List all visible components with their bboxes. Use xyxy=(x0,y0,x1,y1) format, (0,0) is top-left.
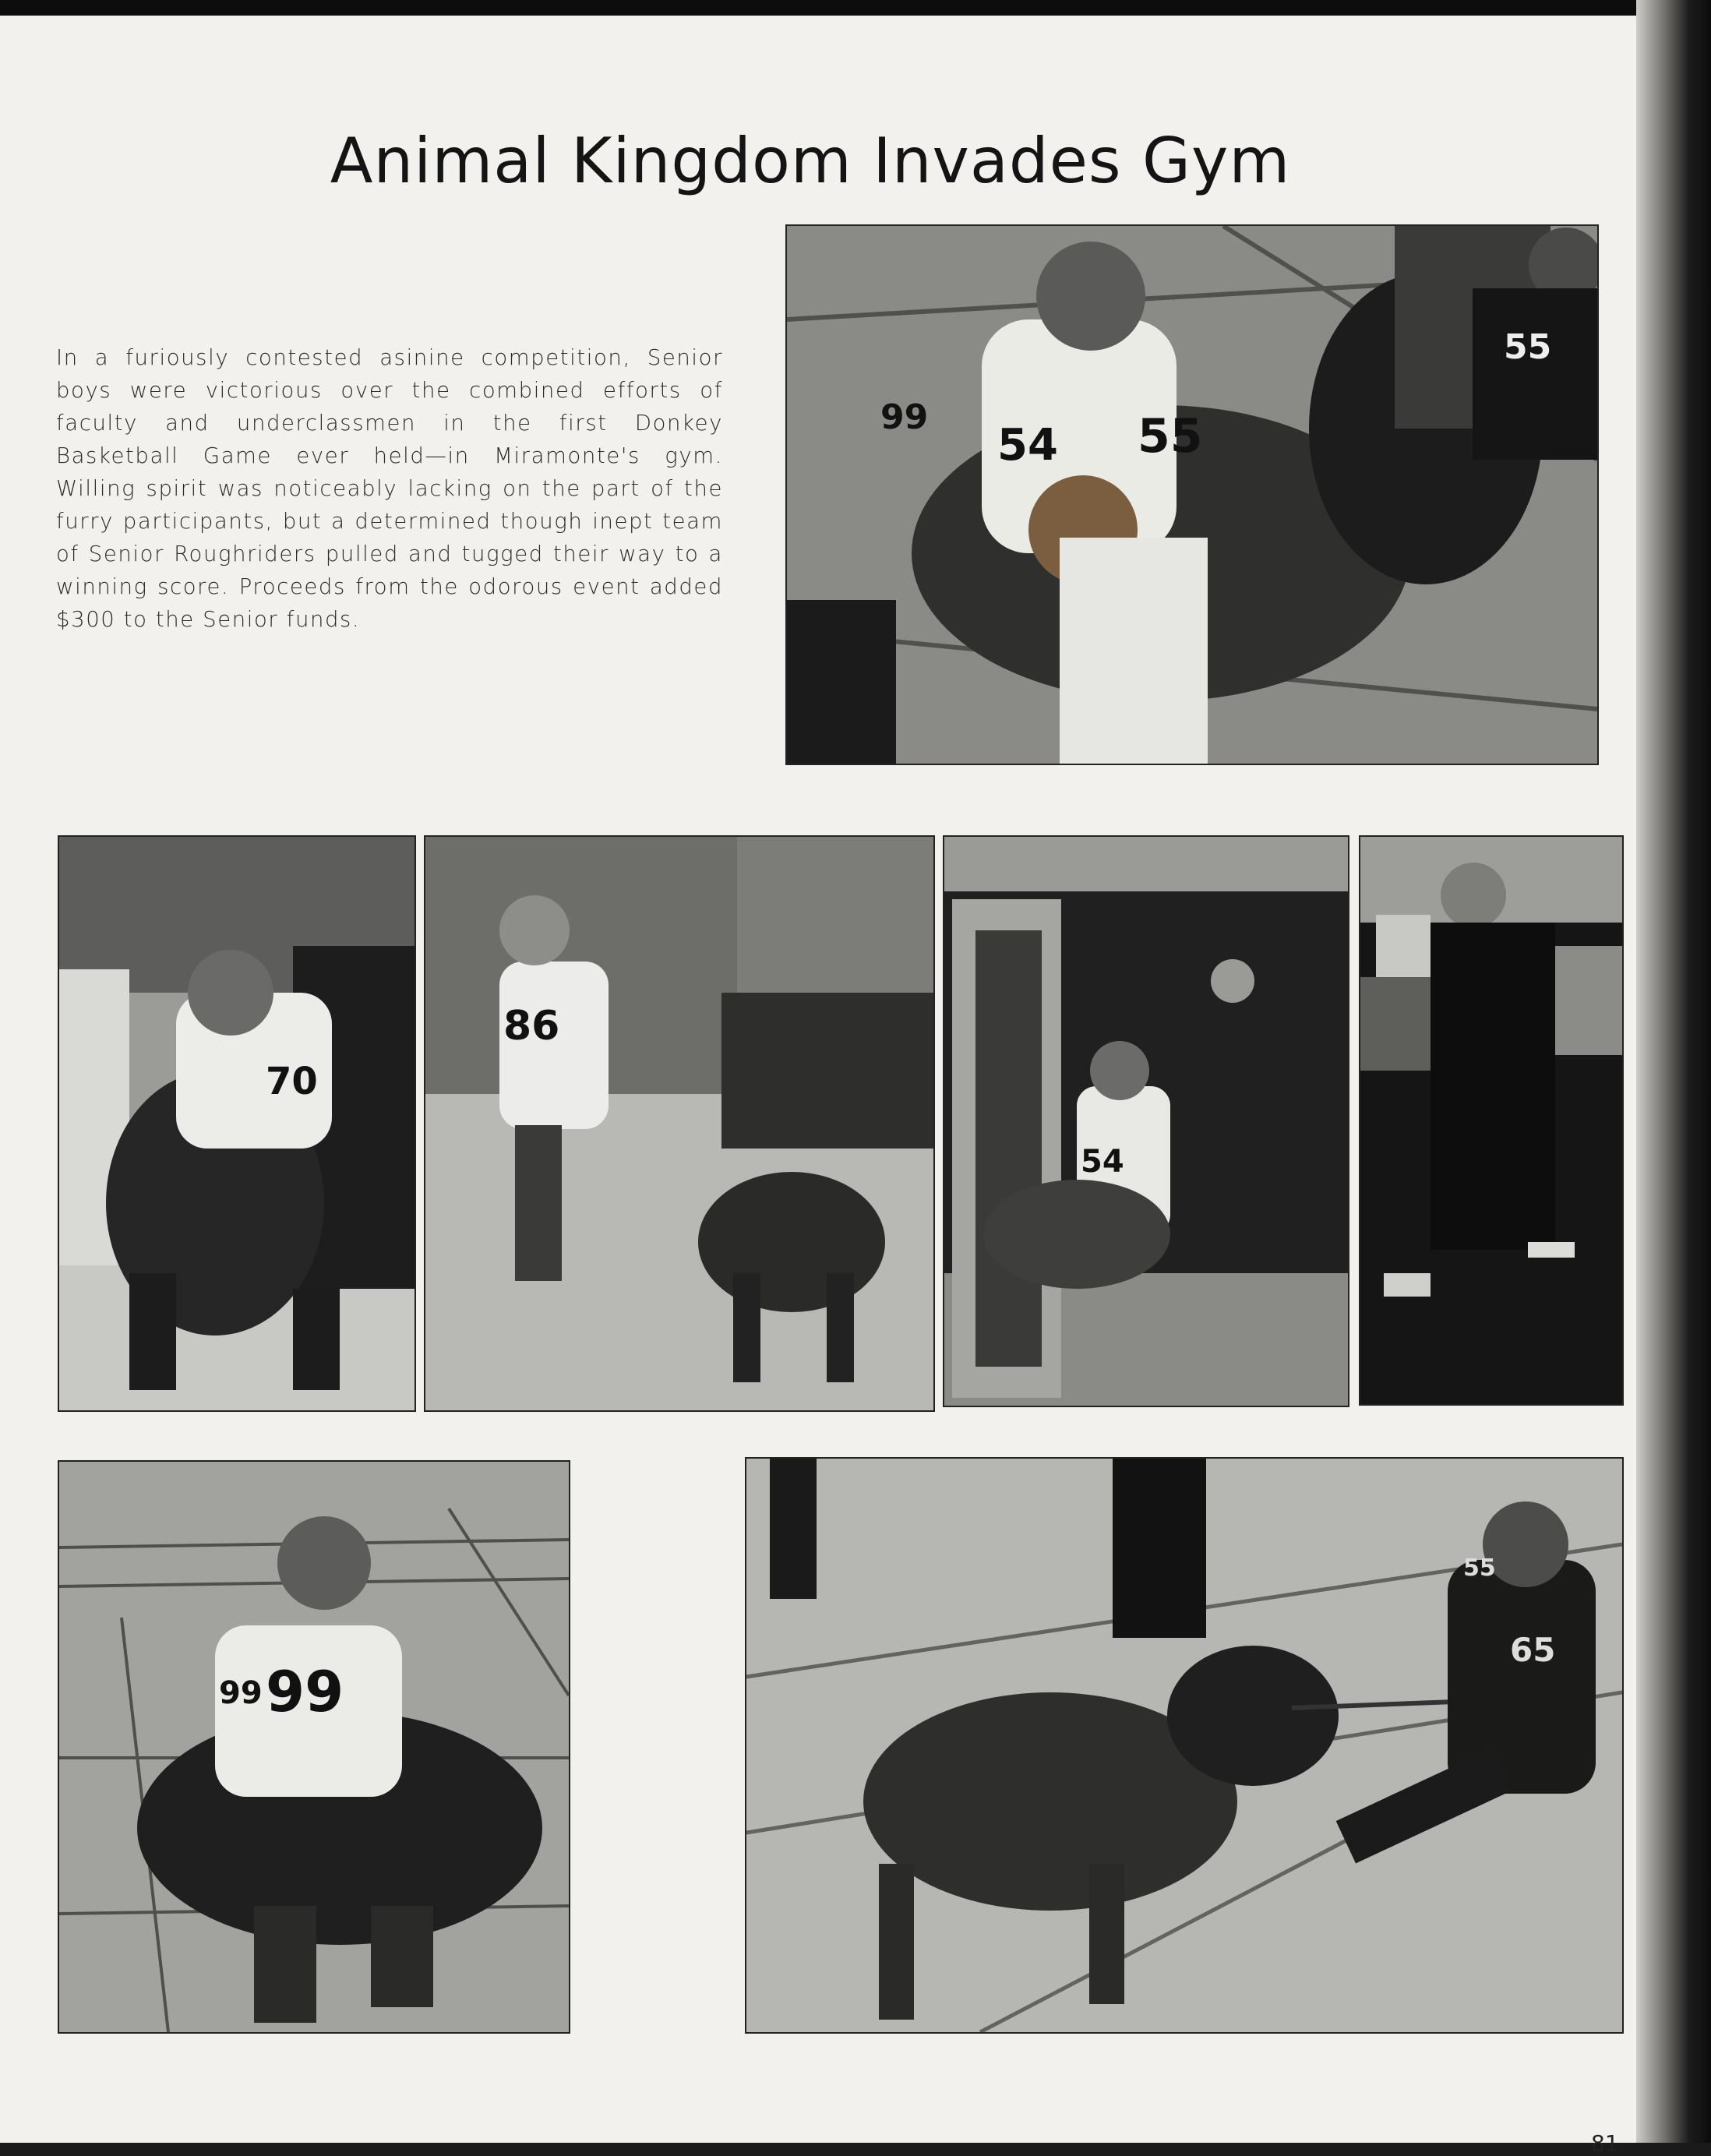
photo-scramble xyxy=(785,224,1599,765)
jersey-number: 55 xyxy=(1463,1554,1496,1582)
jersey-number: 86 xyxy=(503,1003,560,1050)
photo-scramble-image xyxy=(787,226,1597,764)
photo-crowd-image xyxy=(1360,837,1622,1404)
photo-tug xyxy=(745,1457,1624,2034)
photo-crowd xyxy=(1359,835,1624,1406)
jersey-number: 70 xyxy=(266,1060,318,1103)
jersey-number: 55 xyxy=(1504,327,1552,367)
page-top-shadow xyxy=(0,0,1636,16)
jersey-number: 55 xyxy=(1138,409,1203,464)
jersey-number: 99 xyxy=(219,1675,263,1711)
photo-runner-86 xyxy=(424,835,935,1412)
page-binding-shadow xyxy=(1636,0,1711,2143)
article-body: In a furiously contested asinine competition, Senior boys were victorious over the combined efforts of faculty and underclassmen in the first Donkey Basketball Game ever held—in Miramonte's gym. Willing spirit was noticeably lacking on the part of the furry participants, but a determined though inept team of Senior Roughriders pulled and tugged their way to a winning score. Proceeds from the odorous event added $300 to the Senior funds. xyxy=(56,345,723,632)
jersey-number: 99 xyxy=(266,1659,344,1724)
photo-rider-70 xyxy=(58,835,416,1412)
jersey-number: 99 xyxy=(880,397,929,437)
photo-tug-image xyxy=(746,1459,1622,2032)
photo-rider-99 xyxy=(58,1460,570,2034)
page-number: 81 xyxy=(1591,2130,1619,2156)
photo-rider-70-image xyxy=(59,837,415,1410)
photo-shot-54-image xyxy=(944,837,1348,1406)
photo-runner-86-image xyxy=(425,837,933,1410)
page-title: Animal Kingdom Invades Gym xyxy=(330,125,1291,197)
jersey-number: 54 xyxy=(1081,1144,1124,1180)
jersey-number: 54 xyxy=(997,420,1058,471)
yearbook-page xyxy=(0,16,1636,2156)
photo-rider-99-image xyxy=(59,1462,569,2032)
jersey-number: 65 xyxy=(1510,1631,1556,1669)
photo-shot-54 xyxy=(943,835,1349,1407)
